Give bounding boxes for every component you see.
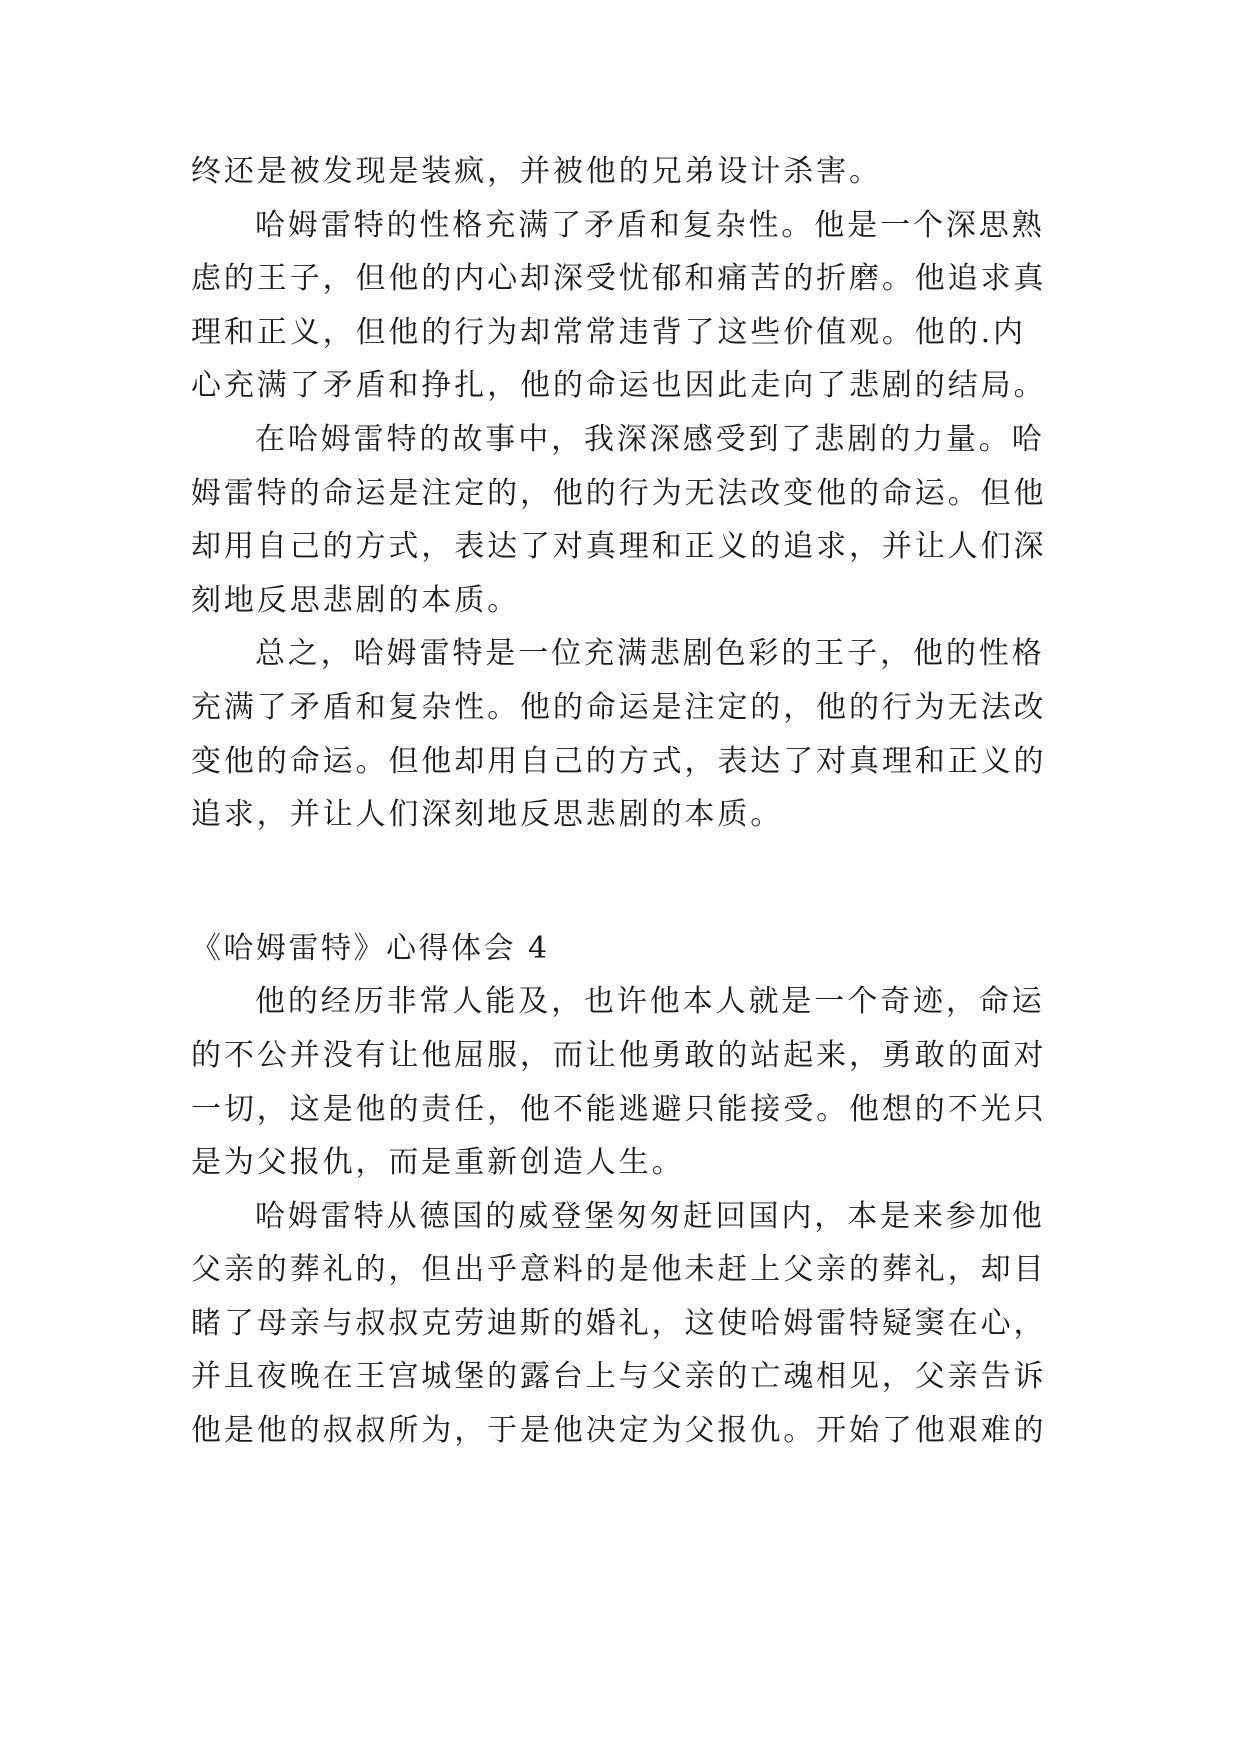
text-line: 变他的命运。但他却用自己的方式，表达了对真理和正义的 bbox=[191, 743, 1047, 779]
document-body bbox=[191, 145, 1071, 1458]
section-heading: 《哈姆雷特》心得体会 4 bbox=[191, 930, 550, 966]
text-line: 追求，并让人们深刻地反思悲剧的本质。 bbox=[191, 797, 784, 833]
paragraph-2 bbox=[191, 199, 1071, 413]
text-line: 虑的王子，但他的内心却深受忧郁和痛苦的折磨。他追求真 bbox=[191, 261, 1047, 297]
paragraph-1 bbox=[191, 145, 1071, 199]
text-line: 是为父报仇，而是重新创造人生。 bbox=[191, 1145, 685, 1181]
text-line: 终还是被发现是装疯，并被他的兄弟设计杀害。 bbox=[191, 154, 882, 189]
text-line: 心充满了矛盾和挣扎，他的命运也因此走向了悲剧的结局。 bbox=[191, 368, 1047, 404]
text-line: 充满了矛盾和复杂性。他的命运是注定的，他的行为无法改 bbox=[191, 689, 1047, 725]
text-line: 并且夜晚在王宫城堡的露台上与父亲的亡魂相见，父亲告诉 bbox=[191, 1359, 1047, 1395]
text-line: 他的经历非常人能及，也许他本人就是一个奇迹，命运 bbox=[255, 984, 1045, 1020]
text-line: 哈姆雷特从德国的威登堡匆匆赶回国内，本是来参加他 bbox=[255, 1198, 1045, 1234]
paragraph-5 bbox=[191, 975, 1071, 1189]
text-line: 父亲的葬礼的，但出乎意料的是他未赶上父亲的葬礼，却目 bbox=[191, 1252, 1047, 1288]
paragraph-3 bbox=[191, 413, 1071, 627]
text-line: 总之，哈姆雷特是一位充满悲剧色彩的王子，他的性格 bbox=[255, 636, 1045, 672]
text-line: 理和正义，但他的行为却常常违背了这些价值观。他的.内 bbox=[191, 314, 1026, 350]
text-line: 却用自己的方式，表达了对真理和正义的追求，并让人们深 bbox=[191, 529, 1047, 565]
text-line: 的不公并没有让他屈服，而让他勇敢的站起来，勇敢的面对 bbox=[191, 1037, 1047, 1073]
text-line: 姆雷特的命运是注定的，他的行为无法改变他的命运。但他 bbox=[191, 475, 1047, 511]
text-line: 睹了母亲与叔叔克劳迪斯的婚礼，这使哈姆雷特疑窦在心， bbox=[191, 1305, 1047, 1341]
text-line: 在哈姆雷特的故事中，我深深感受到了悲剧的力量。哈 bbox=[255, 421, 1045, 457]
paragraph-4 bbox=[191, 627, 1071, 841]
text-line: 一切，这是他的责任，他不能逃避只能接受。他想的不光只 bbox=[191, 1091, 1047, 1127]
section-spacer bbox=[191, 842, 1071, 922]
text-line: 哈姆雷特的性格充满了矛盾和复杂性。他是一个深思熟 bbox=[255, 207, 1045, 243]
paragraph-6 bbox=[191, 1190, 1071, 1458]
text-line: 刻地反思悲剧的本质。 bbox=[191, 582, 520, 618]
text-line: 他是他的叔叔所为，于是他决定为父报仇。开始了他艰难的 bbox=[191, 1413, 1047, 1449]
